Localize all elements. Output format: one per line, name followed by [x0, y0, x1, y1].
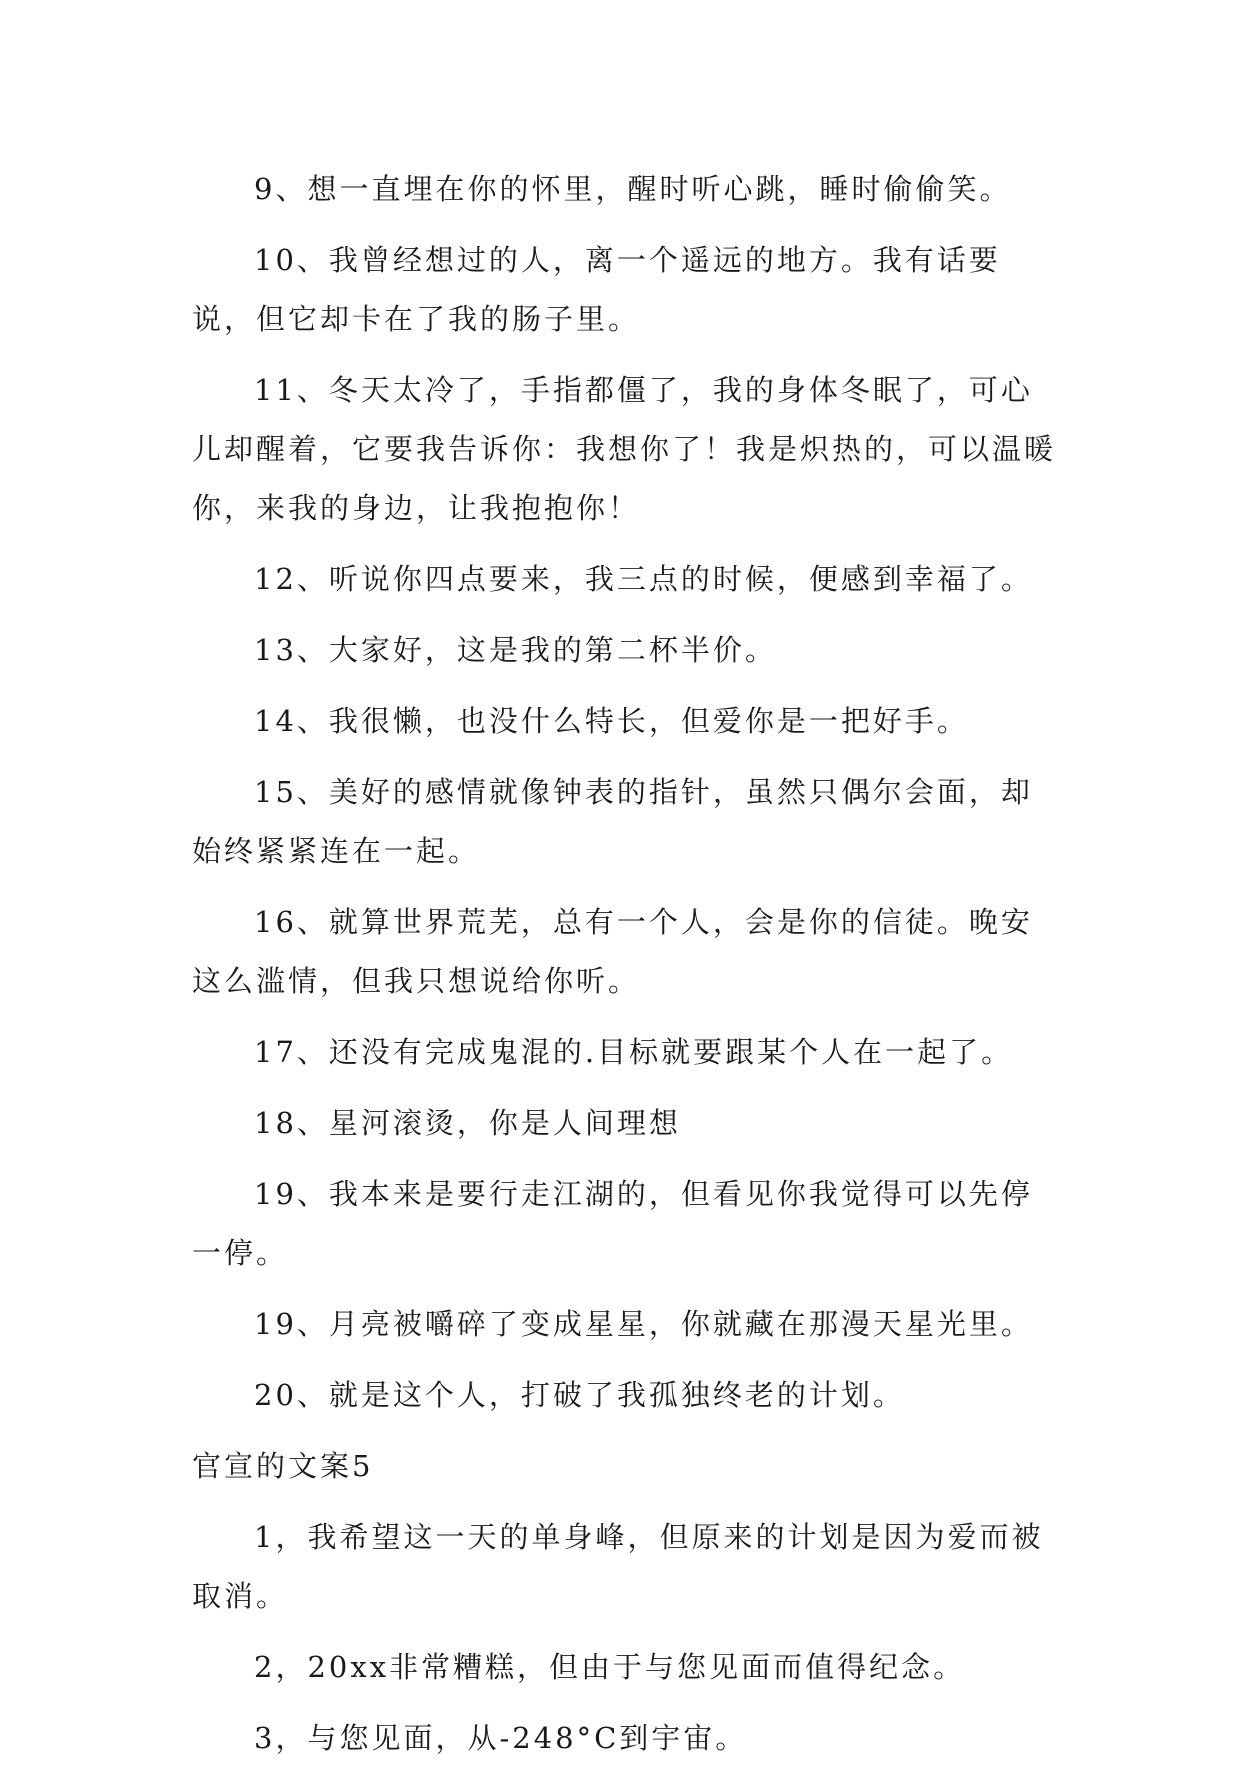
paragraph-20: 20、就是这个人，打破了我孤独终老的计划。 — [254, 1378, 905, 1412]
document-body — [192, 160, 1060, 1780]
paragraph-15: 15、美好的感情就像钟表的指针，虽然只偶尔会面，却始终紧紧连在一起。 — [192, 775, 1033, 868]
section-heading: 官宣的文案5 — [192, 1449, 374, 1483]
paragraph-13: 13、大家好，这是我的第二杯半价。 — [254, 633, 777, 667]
paragraph-19a: 19、我本来是要行走江湖的，但看见你我觉得可以先停一停。 — [192, 1177, 1033, 1270]
paragraph-16: 16、就算世界荒芜，总有一个人，会是你的信徒。晚安这么滥情，但我只想说给你听。 — [192, 905, 1033, 998]
paragraph-11: 11、冬天太冷了，手指都僵了，我的身体冬眠了，可心儿却醒着，它要我告诉你：我想你了！我是炽热的，可以温暖你，来我的身边，让我抱抱你！ — [192, 373, 1057, 525]
paragraph-9: 9、想一直埋在你的怀里，醒时听心跳，睡时偷偷笑。 — [254, 172, 1012, 206]
paragraph-10: 10、我曾经想过的人，离一个遥远的地方。我有话要说，但它却卡在了我的肠子里。 — [192, 243, 1001, 336]
section5-paragraph-1: 1，我希望这一天的单身峰，但原来的计划是因为爱而被取消。 — [192, 1520, 1044, 1613]
paragraph-17: 17、还没有完成鬼混的.目标就要跟某个人在一起了。 — [254, 1035, 1014, 1069]
paragraph-12: 12、听说你四点要来，我三点的时候，便感到幸福了。 — [254, 562, 1033, 596]
paragraph-14: 14、我很懒，也没什么特长，但爱你是一把好手。 — [254, 704, 969, 738]
paragraph-18: 18、星河滚烫，你是人间理想 — [254, 1106, 681, 1140]
section5-paragraph-2: 2，20xx非常糟糕，但由于与您见面而值得纪念。 — [254, 1650, 966, 1684]
paragraph-19b: 19、月亮被嚼碎了变成星星，你就藏在那漫天星光里。 — [254, 1307, 1033, 1341]
section5-paragraph-3: 3，与您见面，从-248°C到宇宙。 — [254, 1721, 748, 1755]
